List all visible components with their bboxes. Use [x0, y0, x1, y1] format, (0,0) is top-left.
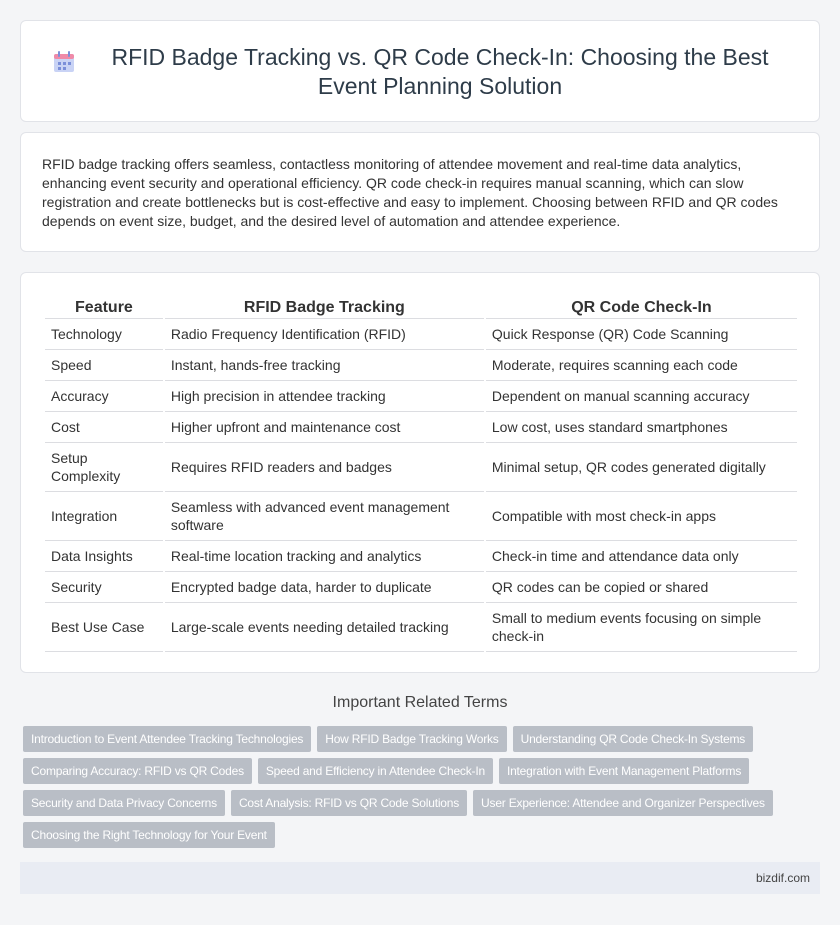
- table-header-row: [45, 295, 797, 319]
- title-card: [20, 20, 820, 122]
- related-term-tag[interactable]: Understanding QR Code Check-In Systems: [513, 726, 754, 752]
- table-row: [45, 381, 797, 412]
- related-term-tag[interactable]: Comparing Accuracy: RFID vs QR Codes: [23, 758, 252, 784]
- related-term-tag[interactable]: User Experience: Attendee and Organizer Perspectives: [473, 790, 773, 816]
- table-row: [45, 603, 797, 652]
- related-term-tag[interactable]: Security and Data Privacy Concerns: [23, 790, 225, 816]
- rfid-cell: Encrypted badge data, harder to duplicate: [165, 572, 484, 603]
- qr-cell: Minimal setup, QR codes generated digitally: [486, 443, 797, 492]
- feature-cell: Technology: [45, 319, 163, 350]
- page-title: RFID Badge Tracking vs. QR Code Check-In: Choosing the Best Event Planning Solution: [111, 44, 769, 99]
- feature-cell: Security: [45, 572, 163, 603]
- feature-cell: Data Insights: [45, 541, 163, 572]
- intro-paragraph: RFID badge tracking offers seamless, contactless monitoring of attendee movement and real-time data analytics, enhancing event security and operational efficiency. QR code check-in requires manual scanning, which can slow registration and create bottlenecks but is cost-effective and easy to implement. Choosing between RFID and QR codes depends on event size, budget, and the desired level of automation and attendee experience.: [42, 156, 778, 229]
- related-term-tag[interactable]: Speed and Efficiency in Attendee Check-In: [258, 758, 493, 784]
- rfid-cell: Radio Frequency Identification (RFID): [165, 319, 484, 350]
- qr-cell: QR codes can be copied or shared: [486, 572, 797, 603]
- table-row: [45, 319, 797, 350]
- related-terms-list: [23, 726, 803, 848]
- table-row: [45, 492, 797, 541]
- qr-cell: Compatible with most check-in apps: [486, 492, 797, 541]
- rfid-cell: Large-scale events needing detailed tracking: [165, 603, 484, 652]
- table-row: [45, 412, 797, 443]
- rfid-cell: Requires RFID readers and badges: [165, 443, 484, 492]
- rfid-cell: Higher upfront and maintenance cost: [165, 412, 484, 443]
- intro-card: [20, 132, 820, 252]
- related-term-tag[interactable]: How RFID Badge Tracking Works: [317, 726, 506, 752]
- related-term-tag[interactable]: Introduction to Event Attendee Tracking Technologies: [23, 726, 311, 752]
- table-row: [45, 443, 797, 492]
- rfid-cell: Seamless with advanced event management software: [165, 492, 484, 541]
- rfid-cell: Real-time location tracking and analytics: [165, 541, 484, 572]
- footer: [20, 862, 820, 894]
- comparison-table: [43, 295, 799, 652]
- header-feature: Feature: [45, 295, 163, 319]
- qr-cell: Quick Response (QR) Code Scanning: [486, 319, 797, 350]
- table-row: [45, 572, 797, 603]
- rfid-cell: Instant, hands-free tracking: [165, 350, 484, 381]
- feature-cell: Integration: [45, 492, 163, 541]
- qr-cell: Dependent on manual scanning accuracy: [486, 381, 797, 412]
- header-qr: QR Code Check-In: [486, 295, 797, 319]
- rfid-cell: High precision in attendee tracking: [165, 381, 484, 412]
- related-terms-heading: Important Related Terms: [332, 694, 508, 711]
- feature-cell: Accuracy: [45, 381, 163, 412]
- qr-cell: Moderate, requires scanning each code: [486, 350, 797, 381]
- header-rfid: RFID Badge Tracking: [165, 295, 484, 319]
- related-term-tag[interactable]: Integration with Event Management Platforms: [499, 758, 749, 784]
- related-term-tag[interactable]: Cost Analysis: RFID vs QR Code Solutions: [231, 790, 467, 816]
- feature-cell: Speed: [45, 350, 163, 381]
- feature-cell: Setup Complexity: [45, 443, 163, 492]
- feature-cell: Cost: [45, 412, 163, 443]
- qr-cell: Low cost, uses standard smartphones: [486, 412, 797, 443]
- qr-cell: Check-in time and attendance data only: [486, 541, 797, 572]
- table-row: [45, 541, 797, 572]
- qr-cell: Small to medium events focusing on simple check-in: [486, 603, 797, 652]
- comparison-card: [20, 272, 820, 673]
- site-link[interactable]: bizdif.com: [755, 871, 810, 885]
- related-term-tag[interactable]: Choosing the Right Technology for Your Event: [23, 822, 275, 848]
- feature-cell: Best Use Case: [45, 603, 163, 652]
- table-row: [45, 350, 797, 381]
